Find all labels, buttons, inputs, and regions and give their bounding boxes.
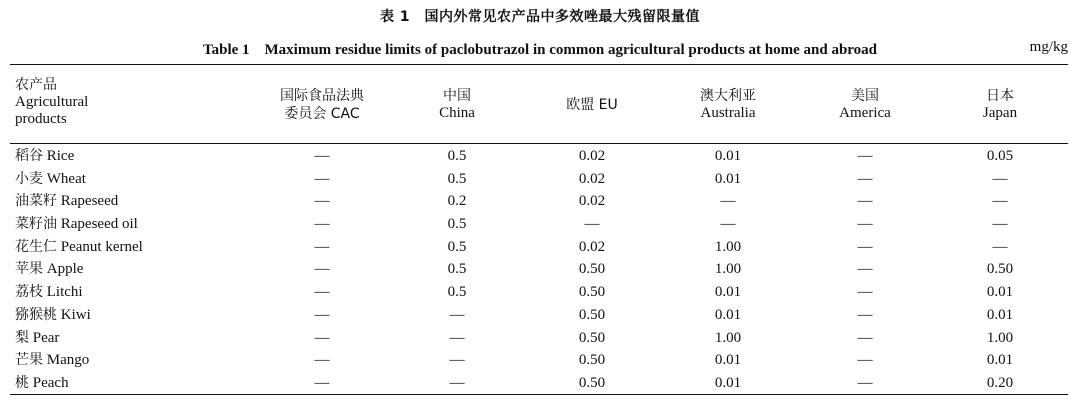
product-name-cn: 桃 — [15, 374, 29, 391]
mrl-value-cell: — — [857, 170, 873, 187]
header-china-en: China — [439, 105, 475, 121]
table-row — [0, 168, 1080, 191]
table-row — [0, 304, 1080, 327]
table-row — [0, 190, 1080, 213]
product-name-cn: 小麦 — [15, 170, 43, 187]
product-name-cell — [15, 349, 89, 372]
mrl-value-cell: 0.01 — [714, 306, 742, 323]
mrl-value-cell: — — [720, 216, 736, 233]
mrl-value-cell: 0.5 — [447, 148, 467, 164]
product-name-cell — [15, 327, 59, 350]
mrl-value-cell: — — [314, 238, 330, 255]
header-japan-cn: 日本 — [986, 88, 1014, 104]
header-australia-cn: 澳大利亚 — [700, 88, 756, 104]
header-product — [15, 76, 195, 128]
header-america-cn: 美国 — [851, 88, 879, 104]
product-name-cell — [15, 281, 83, 304]
product-name-en: Pear — [32, 329, 60, 346]
product-name-cell — [15, 213, 138, 236]
mrl-value-cell: — — [992, 238, 1008, 255]
product-name-en: Litchi — [46, 284, 83, 301]
mrl-value-cell: — — [449, 374, 465, 391]
header-australia-en: Australia — [700, 105, 756, 121]
mrl-value-cell: 0.50 — [578, 374, 606, 391]
mrl-value-cell: 0.50 — [578, 284, 606, 301]
mrl-value-cell: — — [449, 329, 465, 346]
mrl-value-cell: — — [857, 352, 873, 369]
mrl-value-cell: — — [314, 352, 330, 369]
mrl-value-cell: — — [857, 261, 873, 278]
product-name-cn: 苹果 — [15, 261, 43, 278]
header-japan — [925, 87, 1075, 122]
mrl-value-cell: 0.5 — [447, 261, 467, 278]
unit-label: mg/kg — [1029, 39, 1068, 55]
header-eu — [517, 96, 667, 114]
mrl-value-cell: 0.50 — [578, 261, 606, 278]
mrl-value-cell: — — [314, 329, 330, 346]
mrl-value-cell: — — [992, 170, 1008, 187]
mrl-value-cell: — — [857, 329, 873, 346]
mrl-value-cell: — — [857, 216, 873, 233]
mrl-value-cell: 0.2 — [447, 193, 467, 210]
table-row — [0, 349, 1080, 372]
header-china-cn: 中国 — [443, 88, 471, 104]
product-name-cn: 荔枝 — [15, 284, 43, 301]
table-row — [0, 372, 1080, 395]
mrl-value-cell: 0.50 — [986, 261, 1014, 278]
header-cac-cn: 国际食品法典 — [280, 88, 364, 104]
mrl-value-cell: — — [314, 306, 330, 323]
product-name-cell — [15, 236, 143, 259]
product-name-en: Rapeseed oil — [60, 216, 138, 233]
table-row — [0, 281, 1080, 304]
product-name-cell — [15, 258, 83, 281]
mrl-value-cell: 0.05 — [986, 148, 1014, 164]
mrl-value-cell: — — [857, 238, 873, 255]
header-product-cn: 农产品 — [15, 77, 57, 93]
mrl-value-cell: — — [857, 148, 873, 164]
table-row — [0, 213, 1080, 236]
table-header-rule — [10, 143, 1068, 144]
mrl-value-cell: — — [857, 306, 873, 323]
product-name-cn: 花生仁 — [15, 238, 57, 255]
product-name-en: Peach — [32, 374, 69, 391]
mrl-value-cell: — — [314, 216, 330, 233]
mrl-value-cell: 0.5 — [447, 238, 467, 255]
mrl-value-cell: 1.00 — [714, 238, 742, 255]
mrl-value-cell: 0.5 — [447, 170, 467, 187]
mrl-value-cell: — — [584, 216, 600, 233]
header-america-en: America — [839, 105, 891, 121]
mrl-value-cell: — — [314, 170, 330, 187]
mrl-value-cell: — — [720, 193, 736, 210]
header-product-en-line1: Agricultural — [15, 94, 89, 110]
mrl-value-cell: — — [857, 193, 873, 210]
table-row — [0, 236, 1080, 259]
product-name-cell — [15, 168, 86, 191]
mrl-value-cell: — — [314, 148, 330, 164]
mrl-value-cell: 0.01 — [714, 284, 742, 301]
product-name-cn: 油菜籽 — [15, 193, 57, 210]
table-header — [0, 72, 1080, 138]
mrl-value-cell: 0.02 — [578, 193, 606, 210]
product-name-en: Rice — [46, 148, 75, 164]
table-title-english: Table 1 Maximum residue limits of paclobutrazol in common agricultural products at home and abroad — [202, 42, 878, 58]
table-row — [0, 258, 1080, 281]
mrl-value-cell: 1.00 — [714, 261, 742, 278]
mrl-value-cell: 0.01 — [714, 148, 742, 164]
mrl-value-cell: 0.01 — [714, 352, 742, 369]
table-bottom-rule — [10, 394, 1068, 395]
mrl-value-cell: — — [314, 374, 330, 391]
table-row — [0, 145, 1080, 168]
mrl-value-cell: — — [857, 374, 873, 391]
mrl-value-cell: — — [992, 216, 1008, 233]
mrl-value-cell: 0.01 — [986, 306, 1014, 323]
product-name-en: Peanut kernel — [60, 238, 143, 255]
mrl-value-cell: — — [314, 284, 330, 301]
product-name-en: Wheat — [46, 170, 86, 187]
mrl-value-cell: 0.50 — [578, 352, 606, 369]
mrl-value-cell: 0.02 — [578, 170, 606, 187]
mrl-value-cell: 0.5 — [447, 284, 467, 301]
product-name-cell — [15, 372, 69, 395]
table-body — [0, 145, 1080, 395]
mrl-value-cell: 1.00 — [986, 329, 1014, 346]
product-name-en: Mango — [46, 352, 90, 369]
header-japan-en: Japan — [982, 105, 1018, 121]
mrl-value-cell: 0.5 — [447, 216, 467, 233]
product-name-cell — [15, 145, 74, 168]
product-name-en: Kiwi — [60, 306, 91, 323]
product-name-cn: 稻谷 — [15, 148, 43, 164]
mrl-value-cell: — — [314, 193, 330, 210]
mrl-value-cell: 0.01 — [714, 374, 742, 391]
mrl-value-cell: — — [449, 306, 465, 323]
mrl-value-cell: 0.01 — [714, 170, 742, 187]
header-australia — [653, 87, 803, 122]
mrl-value-cell: — — [857, 284, 873, 301]
product-name-cn: 菜籽油 — [15, 216, 57, 233]
mrl-value-cell: 0.01 — [986, 352, 1014, 369]
product-name-cn: 芒果 — [15, 352, 43, 369]
header-product-en-line2: products — [15, 111, 67, 127]
mrl-value-cell: 0.02 — [578, 148, 606, 164]
product-name-cell — [15, 304, 91, 327]
product-name-cell — [15, 190, 118, 213]
mrl-value-cell: 0.50 — [578, 329, 606, 346]
mrl-value-cell: 0.50 — [578, 306, 606, 323]
table-top-rule — [10, 64, 1068, 65]
mrl-value-cell: 0.02 — [578, 238, 606, 255]
mrl-value-cell: — — [314, 261, 330, 278]
mrl-value-cell: 0.20 — [986, 374, 1014, 391]
table-title-chinese: 表 1 国内外常见农产品中多效唑最大残留限量值 — [379, 9, 701, 25]
product-name-cn: 梨 — [15, 329, 29, 346]
mrl-value-cell: — — [449, 352, 465, 369]
mrl-value-cell: 1.00 — [714, 329, 742, 346]
header-cac — [247, 87, 397, 123]
header-cac-en: 委员会 CAC — [284, 106, 360, 122]
product-name-cn: 猕猴桃 — [15, 306, 57, 323]
table-row — [0, 327, 1080, 350]
product-name-en: Apple — [46, 261, 84, 278]
mrl-value-cell: 0.01 — [986, 284, 1014, 301]
header-eu-cn: 欧盟 EU — [566, 97, 618, 113]
product-name-en: Rapeseed — [60, 193, 119, 210]
header-america — [790, 87, 940, 122]
header-china — [382, 87, 532, 122]
mrl-value-cell: — — [992, 193, 1008, 210]
